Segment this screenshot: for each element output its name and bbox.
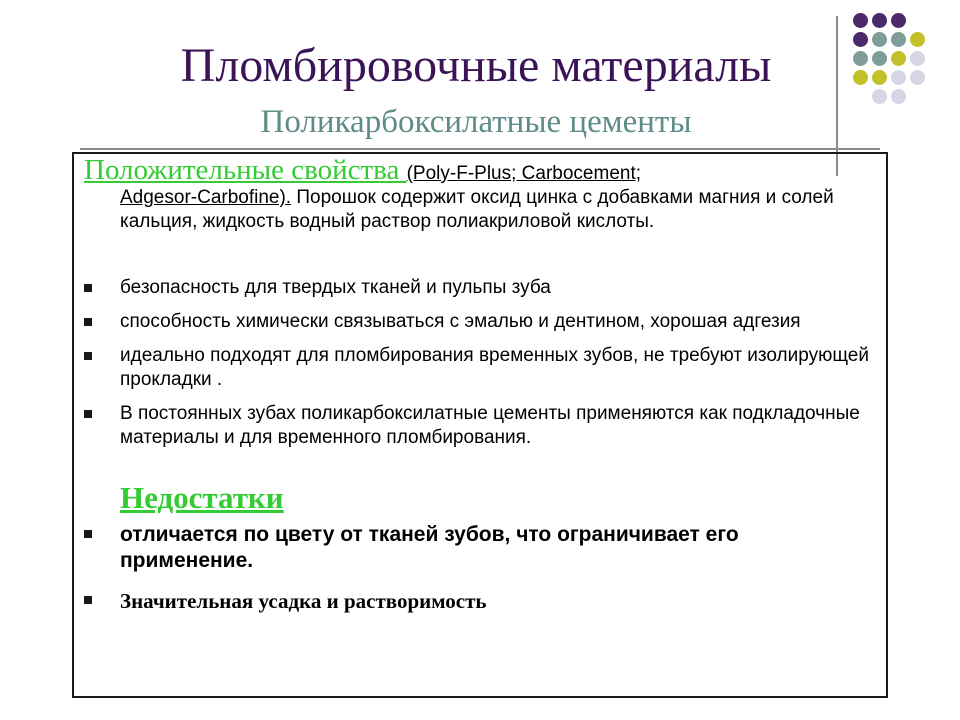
decorative-dot [891,32,906,47]
decorative-dot [891,70,906,85]
item-text: безопасность для твердых тканей и пульпы зуба [120,277,551,298]
intro-paragraph [84,154,874,234]
decorative-dot [872,13,887,28]
list-item [84,276,874,300]
decorative-dot [910,89,925,104]
list-item [84,310,874,334]
item-text: способность химически связываться с эмалью и дентином, хорошая адгезия [120,311,801,332]
decorative-dot [910,51,925,66]
list-item: отличается по цвету от тканей зубов, что ограничивает его применение. [84,522,874,574]
content-box [72,152,888,698]
disadvantages-heading: Недостатки [120,480,284,515]
decorative-dot [853,13,868,28]
intro-continuation [84,186,874,234]
decorative-dot [891,13,906,28]
decorative-dot-grid [853,13,925,104]
positive-heading: Положительные свойства [84,154,407,186]
item-text: идеально подходят для пломбирования временных зубов, не требуют изолирующей прокладки . [120,345,869,390]
item-text: В постоянных зубах поликарбоксилатные цементы применяются как подкладочные материалы и для временного пломбирования. [120,403,860,448]
slide-title: Пломбировочные материалы [180,39,772,92]
slide-subtitle: Поликарбоксилатные цементы [260,104,692,140]
decorative-dot [891,89,906,104]
brands-line-1: (Poly-F-Plus; Carbocement; [406,163,642,184]
list-item [84,344,874,392]
decorative-dot [872,89,887,104]
positive-list [84,276,874,460]
decorative-dot [891,51,906,66]
decorative-dot [910,13,925,28]
list-item [84,402,874,450]
decorative-dot [872,70,887,85]
list-item: Значительная усадка и растворимость [84,588,874,614]
decorative-horizontal-line [80,148,880,150]
intro-text: Порошок содержит оксид цинка с добавками магния и солей кальция, жидкость водный раствор полиакриловой кислоты. [120,187,834,232]
decorative-dot [910,70,925,85]
brands-line-2: Adgesor-Carbofine). [120,187,292,208]
decorative-dot [872,32,887,47]
decorative-dot [910,32,925,47]
decorative-dot [872,51,887,66]
disadvantages-list [84,522,874,628]
